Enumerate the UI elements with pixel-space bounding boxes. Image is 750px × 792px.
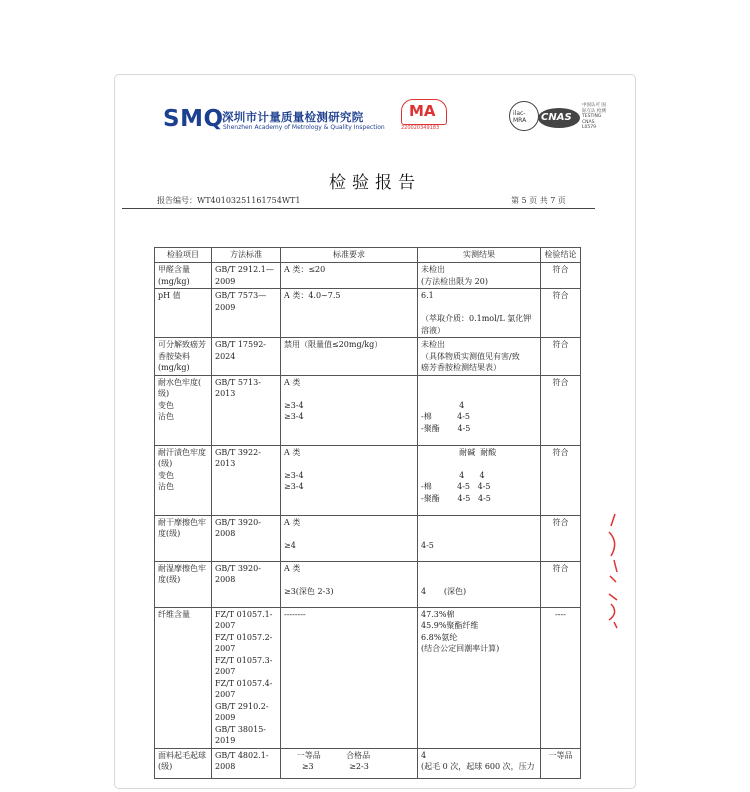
org-name-cn: 深圳市计量质量检测研究院 [222, 110, 364, 124]
ilac-mra-logo [509, 101, 539, 131]
table-row [155, 561, 581, 607]
cell-item: 甲醛含量 (mg/kg) [155, 263, 212, 289]
report-title: 检验报告 [329, 173, 421, 193]
report-number: 报告编号：WT40103251161754WT1 [157, 196, 301, 205]
cell-verdict: 符合 [541, 445, 581, 515]
cell-result: 未检出 （具体物质实测值见有害/致 癌芳香胺检测结果表） [418, 338, 541, 376]
cell-result: 4 -棉 4-5 -聚酯 4-5 [418, 375, 541, 445]
header-method: 方法标准 [212, 248, 281, 263]
header-divider [122, 208, 595, 209]
cell-item: pH 值 [155, 289, 212, 338]
table-row [155, 515, 581, 561]
results-table [154, 247, 581, 779]
cell-item: 耐水色牢度( 级) 变色 沾色 [155, 375, 212, 445]
table-row [155, 748, 581, 778]
cell-method: GB/T 2912.1— 2009 [212, 263, 281, 289]
cell-result: 4-5 [418, 515, 541, 561]
cell-verdict: 符合 [541, 375, 581, 445]
cell-method: FZ/T 01057.1- 2007 FZ/T 01057.2- 2007 FZ/T 01057.3- 2007 FZ/T 01057.4- 2007 GB/T 2910.2- 2009 GB/T 38015- 2019 [212, 607, 281, 748]
cma-mark [401, 99, 447, 133]
cell-method: GB/T 3922-2013 [212, 445, 281, 515]
cell-requirement: A 类：≤20 [281, 263, 418, 289]
cell-verdict: 符合 [541, 289, 581, 338]
table-header-row [155, 248, 581, 263]
table-row [155, 263, 581, 289]
smq-logo-mark: SMQ [163, 106, 224, 132]
cell-verdict: 符合 [541, 515, 581, 561]
cell-method: GB/T 7573— 2009 [212, 289, 281, 338]
cell-requirement: 禁用（限量值≤20mg/kg） [281, 338, 418, 376]
cell-requirement: A 类 ≥3-4 ≥3-4 [281, 445, 418, 515]
cell-method: GB/T 3920-2008 [212, 561, 281, 607]
cell-result: 耐碱 耐酸 4 4 -棉 4-5 4-5 -聚酯 4-5 4-5 [418, 445, 541, 515]
cnas-label: CNAS [541, 112, 572, 123]
table-row [155, 607, 581, 748]
cell-method: GB/T 5713-2013 [212, 375, 281, 445]
header-result: 实测结果 [418, 248, 541, 263]
cell-requirement: 一等品 合格品 ≥3 ≥2-3 [281, 748, 418, 778]
page-number: 第 5 页 共 7 页 [511, 196, 566, 205]
cell-item: 纤维含量 [155, 607, 212, 748]
cell-verdict: 一等品 [541, 748, 581, 778]
cell-requirement: A 类 ≥3(深色 2-3) [281, 561, 418, 607]
cma-number: 220020349183 [401, 125, 440, 131]
cell-item: 耐汗渍色牢度 (级) 变色 沾色 [155, 445, 212, 515]
cell-method: GB/T 4802.1- 2008 [212, 748, 281, 778]
cell-method: GB/T 3920-2008 [212, 515, 281, 561]
table-row [155, 338, 581, 376]
cma-label: MA [409, 102, 436, 120]
cell-requirement: -------- [281, 607, 418, 748]
table-row [155, 445, 581, 515]
cell-verdict: 符合 [541, 561, 581, 607]
cell-result: 未检出 (方法检出限为 20) [418, 263, 541, 289]
header-item: 检验项目 [155, 248, 212, 263]
header-verdict: 检验结论 [541, 248, 581, 263]
cell-item: 耐湿摩擦色牢 度(级) [155, 561, 212, 607]
cell-result: 47.3%棉 45.9%聚酯纤维 6.8%氨纶 (结合公定回潮率计算) [418, 607, 541, 748]
cell-result: 4 (起毛 0 次，起球 600 次，压力 [418, 748, 541, 778]
cell-requirement: A 类：4.0~7.5 [281, 289, 418, 338]
cell-verdict: 符合 [541, 338, 581, 376]
seal-stamp-fragment-lower [605, 590, 621, 630]
table-row [155, 289, 581, 338]
cell-requirement: A 类 ≥3-4 ≥3-4 [281, 375, 418, 445]
header-requirement: 标准要求 [281, 248, 418, 263]
cell-verdict: 符合 [541, 263, 581, 289]
cell-verdict: ---- [541, 607, 581, 748]
cnas-side-text: 中国认可 国际互认 检测 TESTING CNAS L0579 [582, 103, 606, 130]
cell-result: 4 (深色) [418, 561, 541, 607]
cell-result: 6.1 （萃取介质：0.1mol/L 氯化钾 溶液） [418, 289, 541, 338]
cnas-logo [538, 108, 580, 128]
cell-requirement: A 类 ≥4 [281, 515, 418, 561]
cell-method: GB/T 17592- 2024 [212, 338, 281, 376]
org-name-en: Shenzhen Academy of Metrology & Quality Inspection [223, 124, 385, 131]
seal-stamp-fragment [605, 512, 621, 584]
table-row [155, 375, 581, 445]
cell-item: 耐干摩擦色牢 度(级) [155, 515, 212, 561]
cell-item: 面料起毛起球 (级) [155, 748, 212, 778]
cell-item: 可分解致癌芳 香胺染料 (mg/kg) [155, 338, 212, 376]
ilac-mra-label: ilac-MRA [513, 110, 527, 124]
